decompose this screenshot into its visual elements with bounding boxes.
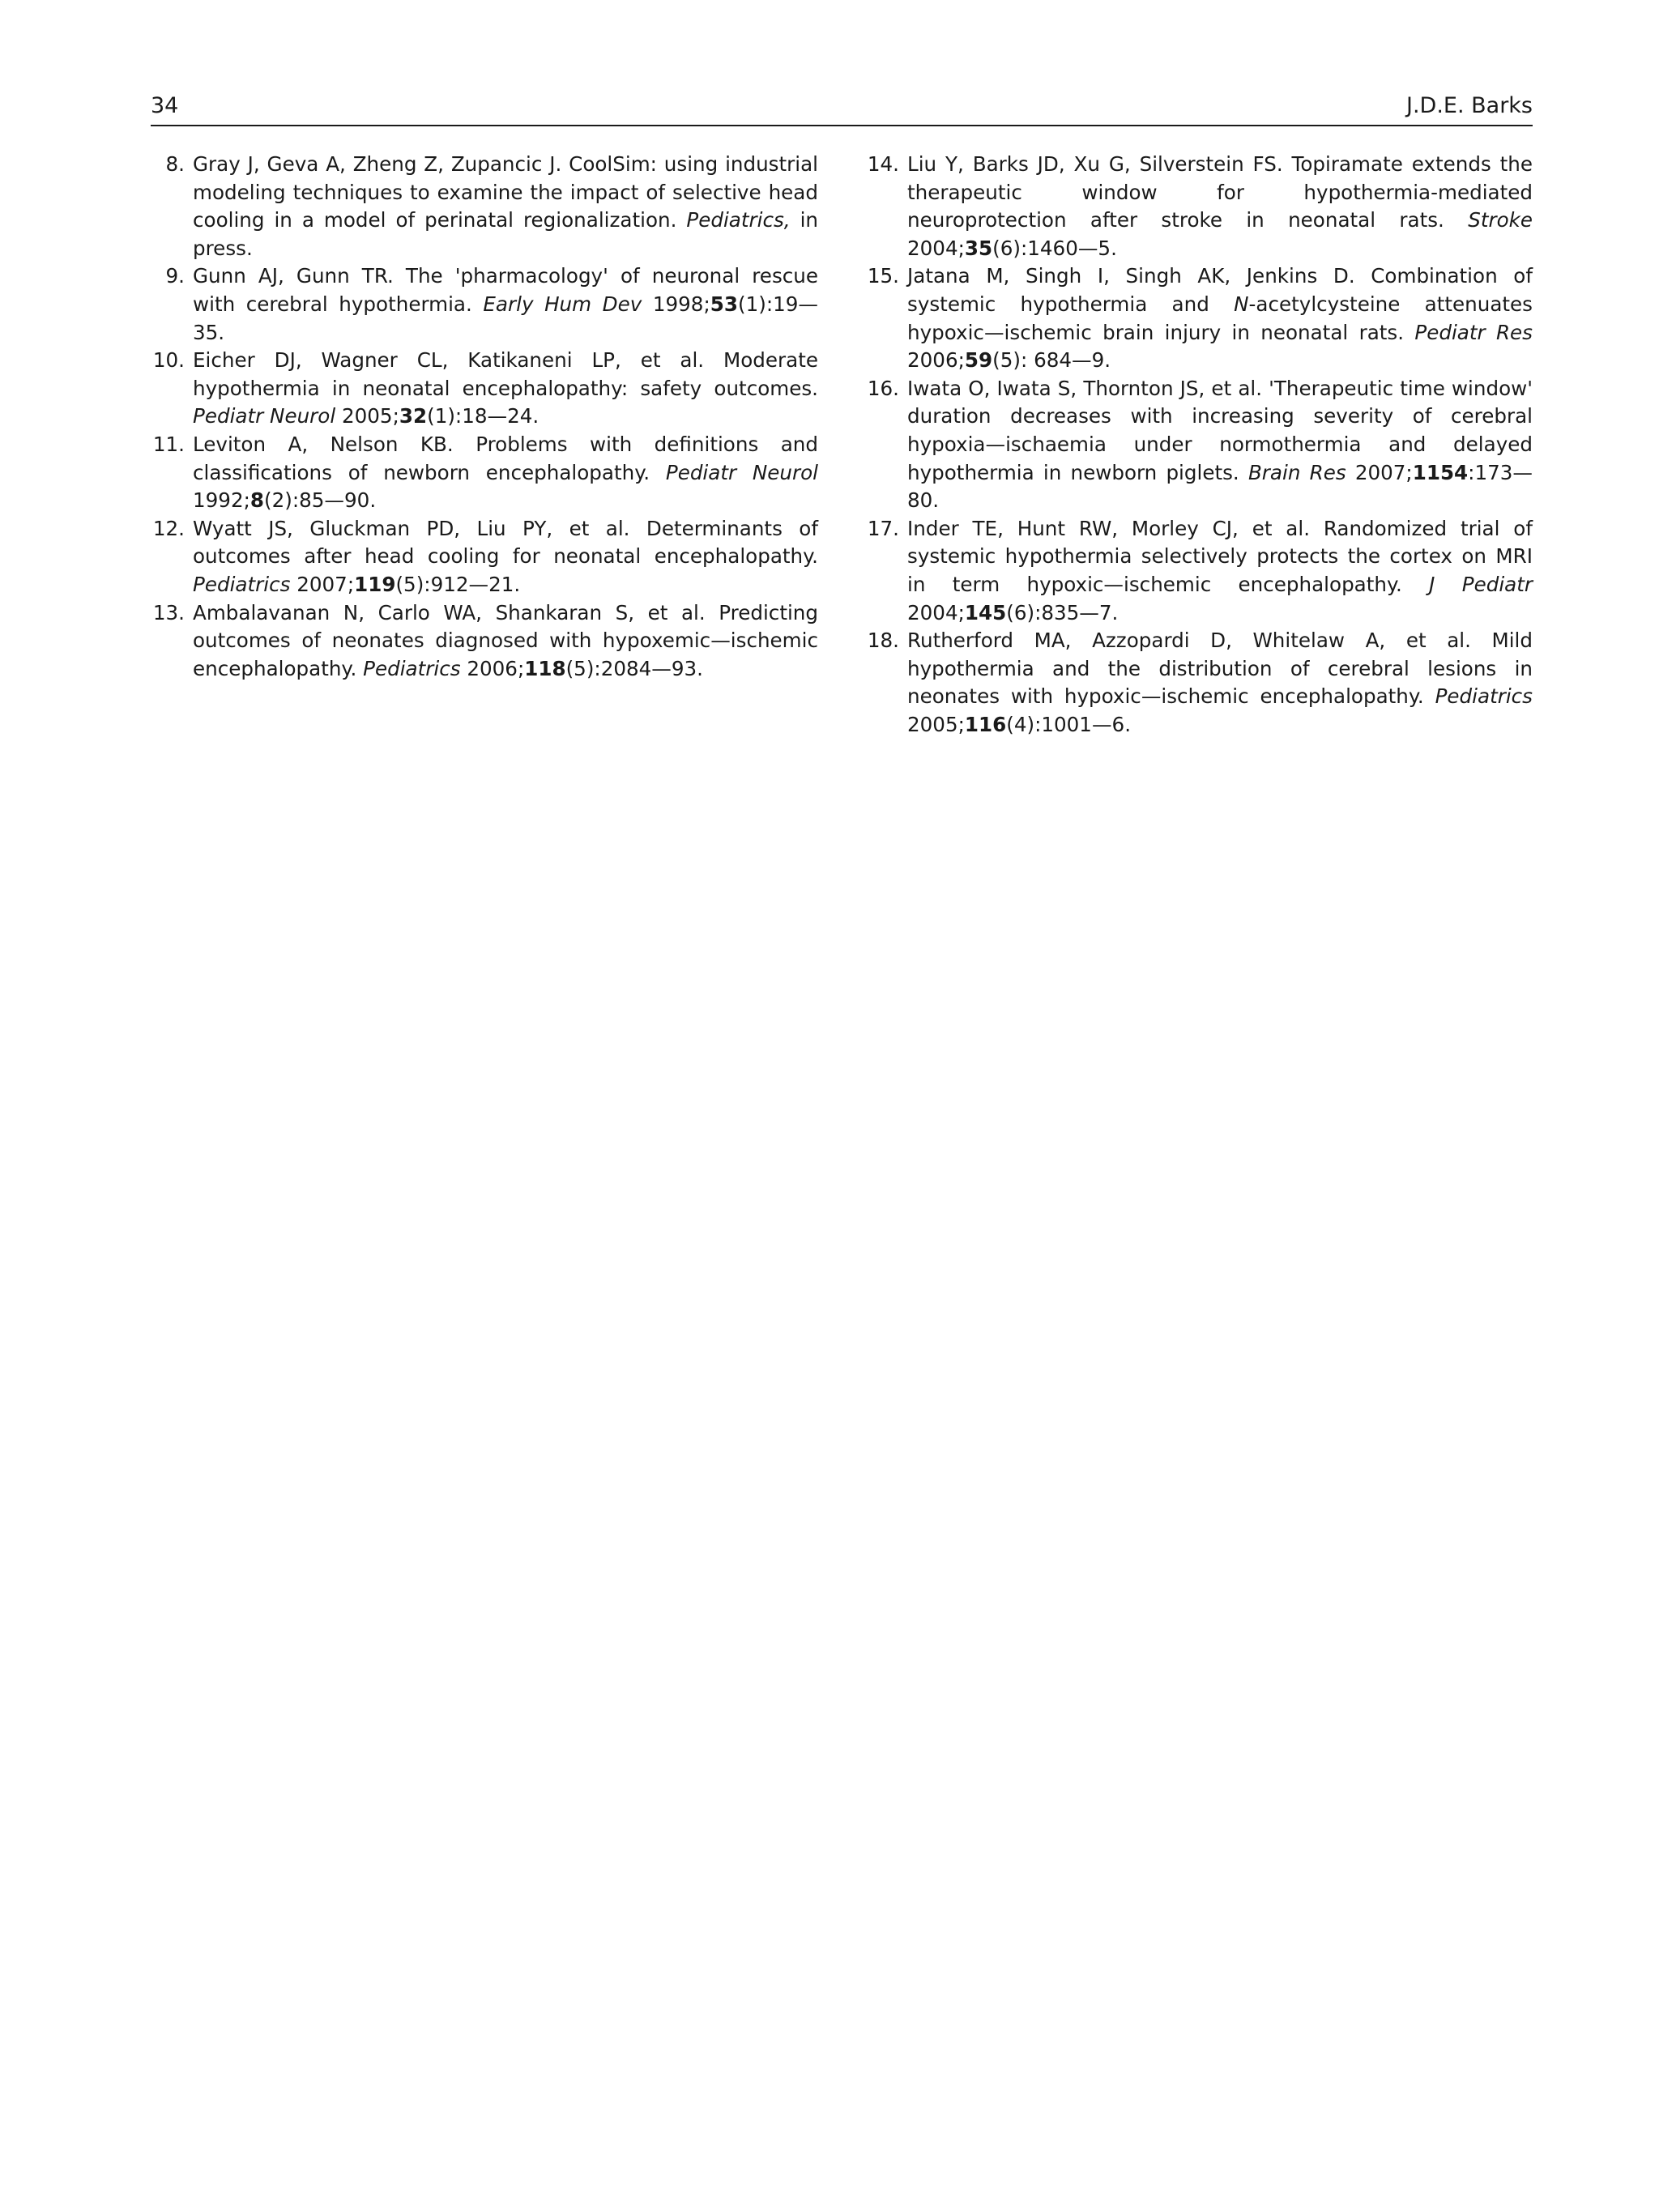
- volume-number: 119: [354, 572, 396, 596]
- reference-text: [907, 152, 1533, 260]
- reference-segment: Inder TE, Hunt RW, Morley CJ, et al. Randomized trial of systemic hypothermia selectively protects the cortex on MRI in term hypoxic—ischemic encephalopathy.: [907, 516, 1533, 596]
- reference-segment: (5):2084—93.: [565, 656, 703, 680]
- reference-segment: Gunn AJ, Gunn TR. The 'pharmacology' of neuronal rescue with cerebral hypothermia.: [193, 264, 818, 316]
- reference-segment: 1992;: [193, 488, 250, 513]
- reference-segment: 2006;: [907, 348, 965, 373]
- reference-text: [193, 152, 818, 260]
- reference-segment: in press.: [193, 208, 818, 260]
- reference-item: [151, 262, 818, 347]
- reference-text: [193, 264, 818, 343]
- reference-segment: Ambalavanan N, Carlo WA, Shankaran S, et al. Predicting outcomes of neonates diagnosed with hypoxemic—ischemic encephalopathy.: [193, 600, 818, 680]
- journal-name: Pediatrics: [363, 656, 461, 680]
- reference-segment: (1):18—24.: [427, 404, 539, 428]
- reference-segment: 2004;: [907, 236, 965, 260]
- reference-segment: Jatana M, Singh I, Singh AK, Jenkins D. Combination of systemic hypothermia and: [907, 264, 1533, 316]
- reference-list-left: [151, 151, 818, 683]
- reference-segment: (4):1001—6.: [1006, 712, 1132, 736]
- running-author: J.D.E. Barks: [1405, 93, 1533, 118]
- journal-name: Pediatrics,: [686, 208, 791, 232]
- reference-segment: Liu Y, Barks JD, Xu G, Silverstein FS. Topiramate extends the therapeutic window for hypothermia-mediated neuroprotection after stroke in neonatal rats.: [907, 152, 1533, 232]
- journal-name: Early Hum Dev: [483, 292, 642, 316]
- reference-segment: (5): 684—9.: [992, 348, 1111, 373]
- reference-segment: 2005;: [335, 404, 399, 428]
- reference-number: 9.: [165, 264, 185, 288]
- reference-number: 18.: [867, 629, 899, 653]
- volume-number: 118: [524, 656, 566, 680]
- reference-segment: (6):835—7.: [1006, 600, 1119, 624]
- journal-name: Pediatrics: [1435, 684, 1533, 709]
- reference-segment: Iwata O, Iwata S, Thornton JS, et al. 'Therapeutic time window' duration decreases with increasing severity of cerebral hypoxia—ischaemia under normothermia and delayed hypothermia in newborn piglets.: [907, 376, 1533, 484]
- reference-segment: 2007;: [290, 572, 355, 596]
- reference-item: [151, 599, 818, 684]
- journal-name: Pediatr Res: [1414, 320, 1533, 344]
- reference-segment: 2006;: [460, 656, 525, 680]
- reference-segment: (5):912—21.: [395, 572, 521, 596]
- reference-number: 15.: [867, 264, 899, 288]
- reference-item: [865, 515, 1533, 627]
- reference-text: [193, 601, 818, 680]
- reference-segment: 2007;: [1346, 460, 1413, 484]
- reference-item: [151, 347, 818, 431]
- journal-name: Pediatrics: [193, 572, 291, 596]
- running-header: [151, 87, 1533, 126]
- volume-number: 145: [964, 600, 1007, 624]
- reference-text: [907, 377, 1533, 512]
- volume-number: 59: [964, 348, 993, 373]
- journal-name: N: [1234, 292, 1249, 316]
- reference-segment: (6):1460—5.: [992, 236, 1117, 260]
- reference-text: [193, 433, 818, 512]
- reference-number: 13.: [152, 600, 185, 624]
- reference-number: 16.: [867, 376, 899, 400]
- reference-segment: (1):19—35.: [193, 292, 818, 344]
- reference-item: [865, 262, 1533, 374]
- reference-item: [865, 627, 1533, 739]
- volume-number: 53: [710, 292, 738, 316]
- reference-segment: 2005;: [907, 712, 965, 736]
- reference-list-right: [865, 151, 1533, 739]
- reference-item: [151, 431, 818, 515]
- reference-segment: Rutherford MA, Azzopardi D, Whitelaw A, et al. Mild hypothermia and the distribution of cerebral lesions in neonates with hypoxic—ischemic encephalopathy.: [907, 629, 1533, 709]
- reference-segment: 1998;: [642, 292, 710, 316]
- volume-number: 1154: [1412, 460, 1469, 484]
- reference-number: 14.: [867, 152, 899, 176]
- reference-segment: Wyatt JS, Gluckman PD, Liu PY, et al. Determinants of outcomes after head cooling for neonatal encephalopathy.: [193, 516, 818, 569]
- reference-number: 10.: [152, 348, 185, 373]
- reference-text: [907, 629, 1533, 736]
- reference-segment: (2):85—90.: [264, 488, 377, 513]
- reference-text: [907, 264, 1533, 372]
- volume-number: 32: [399, 404, 428, 428]
- reference-item: [865, 151, 1533, 262]
- reference-segment: Gray J, Geva A, Zheng Z, Zupancic J. CoolSim: using industrial modeling techniques to examine the impact of selective head cooling in a model of perinatal regionalization.: [193, 152, 818, 232]
- reference-segment: 2004;: [907, 600, 965, 624]
- page-number: 34: [151, 93, 179, 118]
- reference-text: [193, 517, 818, 596]
- journal-name: Brain Res: [1247, 460, 1346, 484]
- reference-number: 17.: [867, 516, 899, 540]
- reference-number: 12.: [152, 516, 185, 540]
- journal-name: J Pediatr: [1429, 572, 1533, 596]
- reference-segment: -acetylcysteine attenuates hypoxic—ischemic brain injury in neonatal rats.: [907, 292, 1533, 344]
- journal-name: Stroke: [1468, 208, 1533, 232]
- reference-item: [865, 375, 1533, 515]
- volume-number: 35: [964, 236, 993, 260]
- journal-name: Pediatr Neurol: [193, 404, 336, 428]
- volume-number: 116: [964, 712, 1007, 736]
- reference-segment: Leviton A, Nelson KB. Problems with definitions and classifications of newborn encephalopathy.: [193, 432, 818, 484]
- journal-name: Pediatr Neurol: [665, 460, 818, 484]
- reference-text: [907, 517, 1533, 624]
- reference-segment: :173—80.: [907, 460, 1533, 513]
- reference-item: [151, 151, 818, 262]
- reference-text: [193, 348, 818, 428]
- reference-number: 8.: [165, 152, 185, 176]
- reference-number: 11.: [152, 432, 185, 456]
- reference-item: [151, 515, 818, 599]
- reference-segment: Eicher DJ, Wagner CL, Katikaneni LP, et al. Moderate hypothermia in neonatal encephalopathy: safety outcomes.: [193, 348, 818, 400]
- volume-number: 8: [249, 488, 265, 513]
